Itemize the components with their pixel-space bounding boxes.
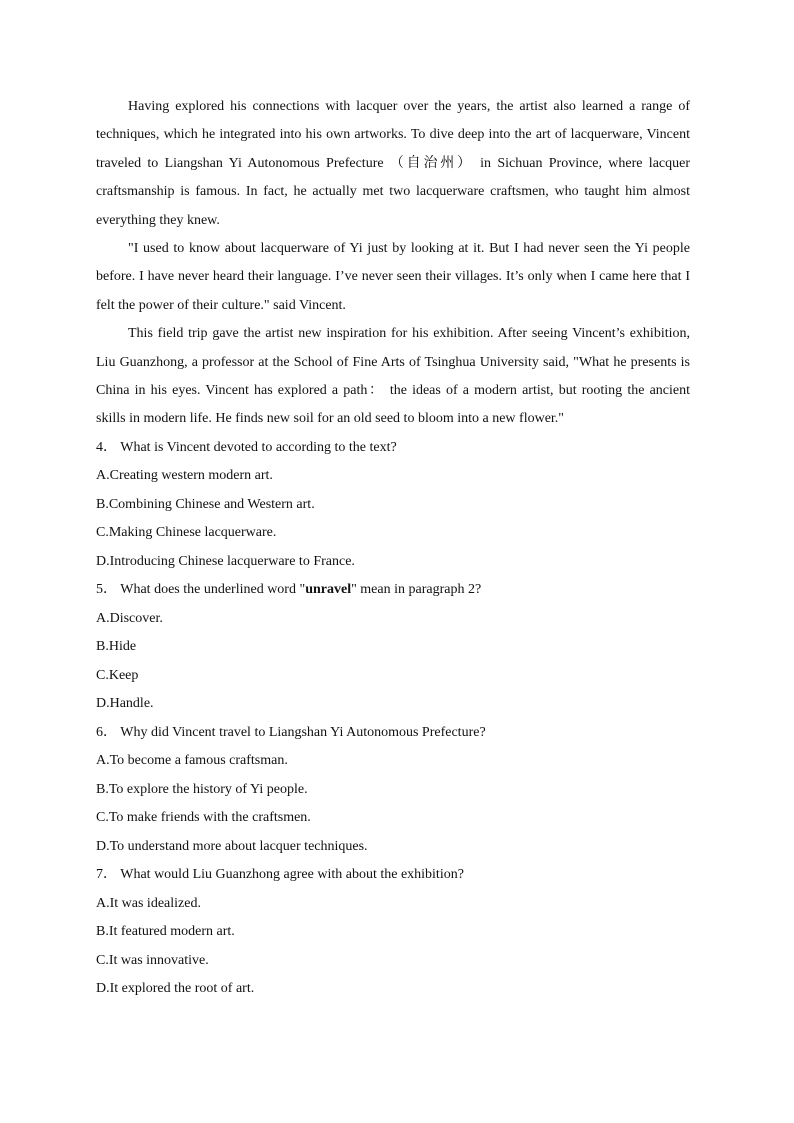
question-4 [96, 434, 690, 577]
passage-paragraph-1: Having explored his connections with lacquer over the years, the artist also learned a range of techniques, which he integrated into his own artworks. To dive deep into the art of lacquerware, Vincent traveled to Liangshan Yi Autonomous Prefecture （自治州） in Sichuan Province, where lacquer craftsmanship is famous. In fact, he actually met two lacquerware craftsmen, who taught him almost everything they knew. [96, 99, 690, 228]
question-stem-end: " mean in paragraph 2? [351, 582, 482, 598]
passage-paragraph-3: This field trip gave the artist new inspiration for his exhibition. After seeing Vincent’s exhibition, Liu Guanzhong, a professor at the School of Fine Arts of Tsinghua University said, "What he presents is China in his eyes. Vincent has explored a path： the ideas of a modern artist, but rooting the ancient skills in modern life. He finds new soil for an old seed to bloom into a new flower." [96, 326, 690, 427]
option-c: C.Making Chinese lacquerware. [96, 525, 277, 541]
option-b: B.It featured modern art. [96, 924, 235, 940]
passage-paragraph-2: "I used to know about lacquerware of Yi just by looking at it. But I had never seen the Yi people before. I have never heard their language. I’ve never seen their villages. It’s only when I came here that I felt the power of their culture." said Vincent. [96, 241, 690, 313]
option-b: B.Combining Chinese and Western art. [96, 496, 315, 512]
option-d: D.To understand more about lacquer techniques. [96, 838, 368, 854]
question-5 [96, 576, 690, 719]
question-stem: 4． What is Vincent devoted to according to the text? [96, 439, 397, 455]
question-stem-start: 5． What does the underlined word " [96, 582, 306, 598]
option-d: D.Introducing Chinese lacquerware to France. [96, 553, 355, 569]
option-d: D.Handle. [96, 696, 154, 712]
option-d: D.It explored the root of art. [96, 981, 255, 997]
reading-passage [96, 93, 690, 434]
option-c: C.Keep [96, 667, 139, 683]
option-a: A.To become a famous craftsman. [96, 753, 288, 769]
question-7 [96, 861, 690, 1004]
question-stem [96, 576, 690, 605]
question-stem: 7． What would Liu Guanzhong agree with about the exhibition? [96, 867, 464, 883]
option-a: A.Discover. [96, 610, 163, 626]
question-6 [96, 719, 690, 862]
option-b: B.To explore the history of Yi people. [96, 781, 308, 797]
option-c: C.To make friends with the craftsmen. [96, 810, 311, 826]
option-a: A.Creating western modern art. [96, 468, 273, 484]
question-stem: 6． Why did Vincent travel to Liangshan Yi Autonomous Prefecture? [96, 724, 486, 740]
option-c: C.It was innovative. [96, 952, 209, 968]
underlined-word: unravel [305, 582, 352, 598]
option-a: A.It was idealized. [96, 895, 201, 911]
option-b: B.Hide [96, 639, 137, 655]
